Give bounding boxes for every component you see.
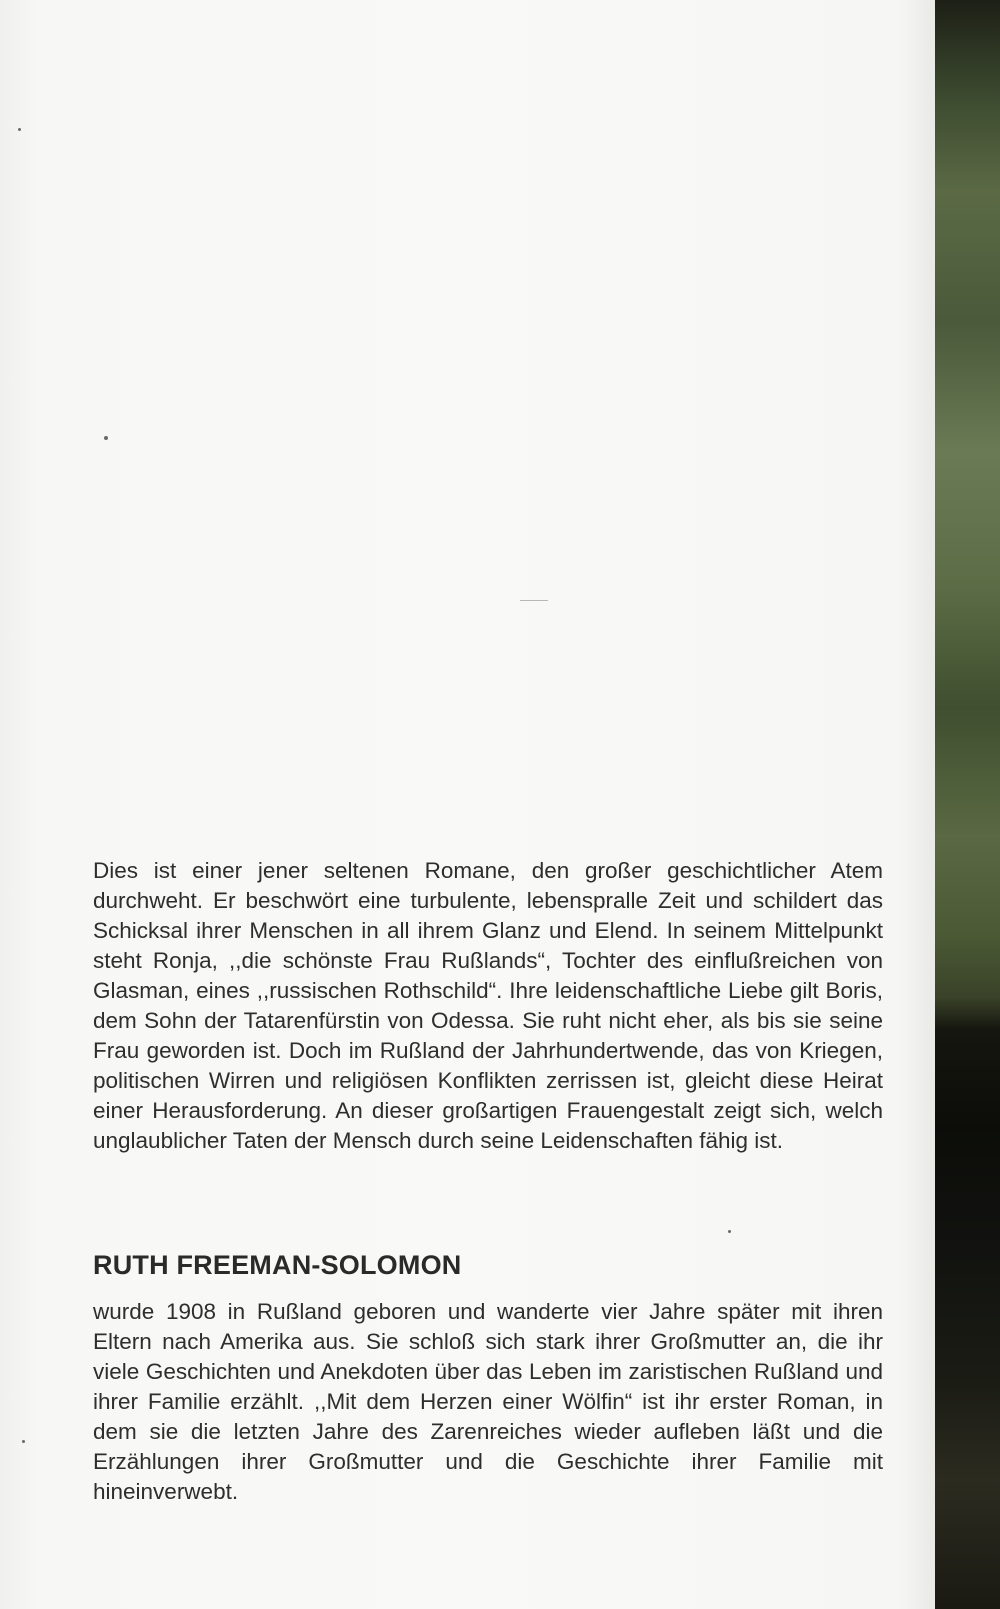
paper-speck	[520, 600, 548, 601]
paper-speck	[22, 1440, 25, 1443]
author-name-heading: RUTH FREEMAN-SOLOMON	[93, 1250, 462, 1280]
paper-speck	[728, 1230, 731, 1233]
cover-image-edge	[935, 0, 1000, 1609]
author-bio-paragraph: wurde 1908 in Rußland geboren und wanderte vier Jahre später mit ihren Eltern nach Amerika aus. Sie schloß sich stark ihrer Großmutter an, die ihr viele Geschichten und Anekdoten über das Leben im zaristischen Rußland und ihrer Familie erzählt. ,,Mit dem Herzen einer Wölfin“ ist ihr erster Roman, in dem sie die letzten Jahre des Zarenreiches wieder aufleben läßt und die Erzählungen ihrer Großmutter und die Geschichte ihrer Familie mit hineinverwebt.	[93, 1299, 883, 1504]
paper-speck	[18, 128, 21, 131]
paper-speck	[104, 436, 108, 440]
blurb-paragraph: Dies ist einer jener seltenen Romane, den großer geschichtlicher Atem durchweht. Er beschwört eine turbulente, lebenspralle Zeit und schildert das Schicksal ihrer Menschen in all ihrem Glanz und Elend. In seinem Mittelpunkt steht Ronja, ,,die schönste Frau Rußlands“, Tochter des einflußreichen von Glasman, eines ,,russischen Rothschild“. Ihre leidenschaftliche Liebe gilt Boris, dem Sohn der Tatarenfürstin von Odessa. Sie ruht nicht eher, als bis sie seine Frau geworden ist. Doch im Rußland der Jahrhundertwende, das von Kriegen, politischen Wirren und religiösen Konflikten zerrissen ist, gleicht diese Heirat einer Herausforderung. An dieser großartigen Frauengestalt zeigt sich, welch unglaublicher Taten der Mensch durch seine Leidenschaften fähig ist.	[93, 858, 883, 1153]
